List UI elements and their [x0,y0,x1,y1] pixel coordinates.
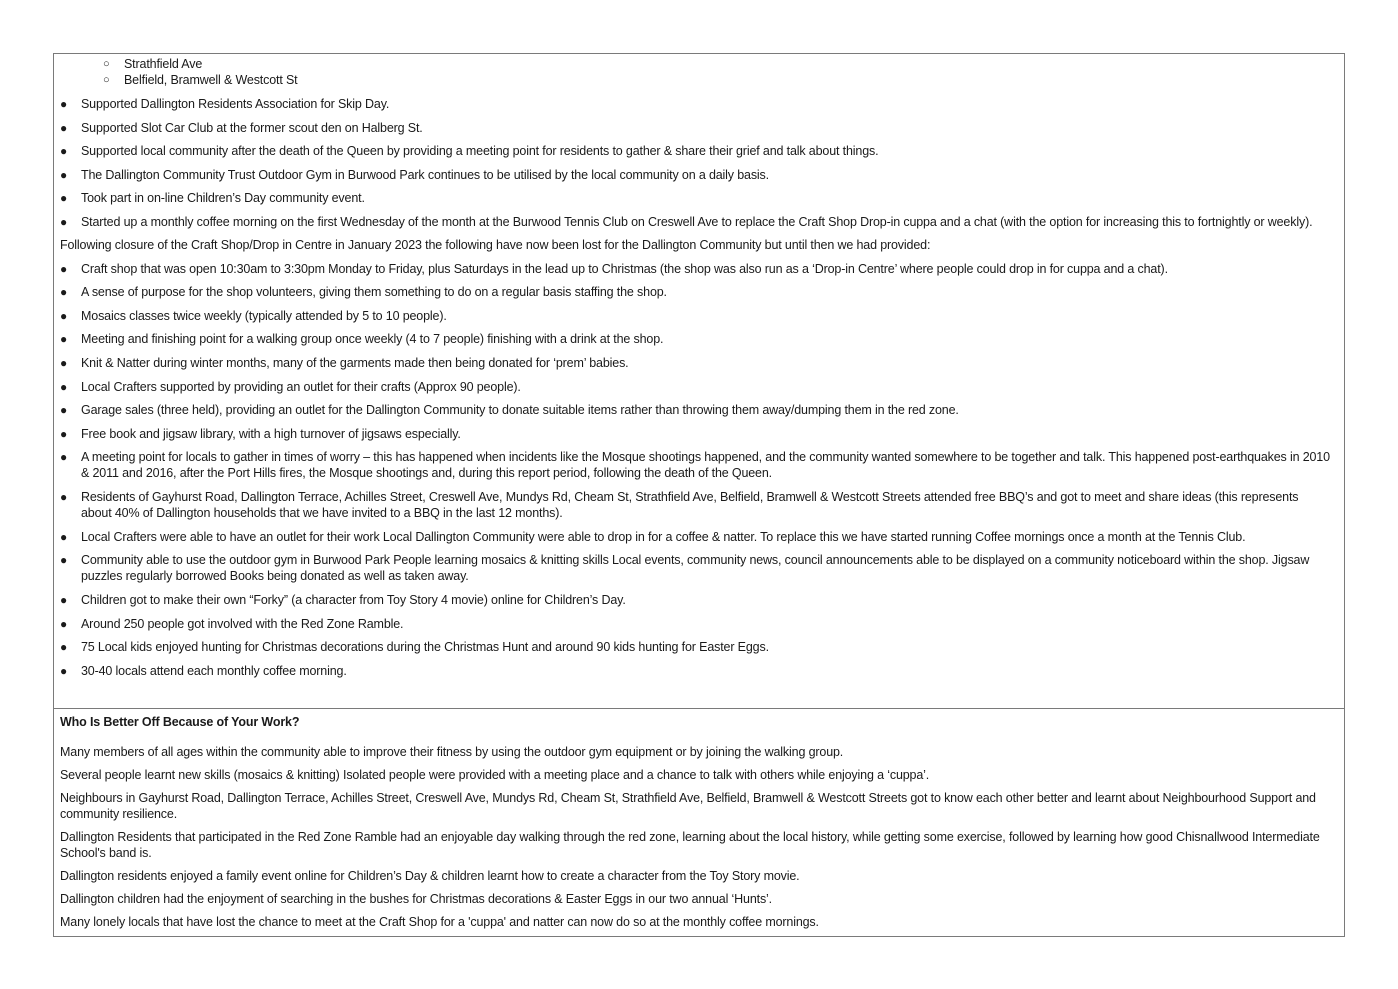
closure-note: Following closure of the Craft Shop/Drop in Centre in January 2023 the following have now been lost for the Dallington Community but until then we had provided: [60,238,931,252]
bullet-icon: ● [60,309,68,323]
bullet-icon: ● [60,262,68,276]
bullet-icon: ● [60,332,68,346]
bullet-icon: ● [60,490,68,504]
bullet-icon: ● [60,640,68,654]
bullet-icon: ● [60,97,68,111]
bullet-icon: ● [60,427,68,441]
bullet-icon: ● [60,450,68,464]
paragraph: Dallington residents enjoyed a family event online for Children’s Day & children learnt how to create a character from the Toy Story movie. [60,869,800,883]
paragraph: Many lonely locals that have lost the chance to meet at the Craft Shop for a 'cuppa' and natter can now do so at the monthly coffee mornings. [60,915,819,929]
bullet-icon: ● [60,121,68,135]
paragraph: Dallington children had the enjoyment of searching in the bushes for Christmas decorations & Easter Eggs in our two annual ‘Hunts’. [60,892,773,906]
bullet-icon: ● [60,144,68,158]
bullet-icon: ● [60,617,68,631]
bullet-icon: ● [60,380,68,394]
bullet-icon: ● [60,285,68,299]
paragraph: Many members of all ages within the community able to improve their fitness by using the outdoor gym equipment or by joining the walking group. [60,745,844,759]
paragraph: Neighbours in Gayhurst Road, Dallington Terrace, Achilles Street, Creswell Ave, Mundys Rd, Cheam St, Strathfield Ave, Belfield, Bramwell & Westcott Streets got to know each other better and learnt about Neighbourhood Support and community resilience. [60,791,1316,821]
bullet-icon: ● [60,168,68,182]
better-off-cell [54,709,1344,936]
hollow-circle-bullet-icon: ○ [103,74,110,86]
bullet-icon: ● [60,215,68,229]
activities-cell: ○ Strathfield Ave ○ Belfield, Bramwell & Westcott St ● Supported Dallington Residents Association for Skip Day. ● Supported Slot Car Club at the former scout den on Halberg St. ● Supported local community after the death of the Queen by providing a meeting point for residents to gather & share their grief and talk about things. ● The Dallington Community Trust Outdoor Gym in Burwood Park continues to be utilised by the local community on a daily basis. ● Took part in on-line Children’s Day community event. ● Started up a monthly coffee morning on the first Wednesday of the month at the Burwood Tennis Club on Creswell Ave to replace the Craft Shop Drop-in cuppa and a chat (with the option for increasing this to fortnightly or weekly). Following closure of the Craft Shop/Drop in Centre in January 2023 the following have now been lost for the Dallington Community but until then we had provided: ● Craft shop that was open 10:30am to 3:30pm Monday to Friday, plus Saturdays in the lead up to Christmas (the shop was also run as a ‘Drop-in Centre’ where people could drop in for cuppa and a chat). ● A sense of purpose for the shop volunteers, giving them something to do on a regular basis staffing the shop. ● Mosaics classes twice weekly (typically attended by 5 to 10 people). ● Meeting and finishing point for a walking group once weekly (4 to 7 people) finishing with a drink at the shop. ● Knit & Natter during winter months, many of the garments made then being donated for ‘prem’ babies. ● Local Crafters supported by providing an outlet for their crafts (Approx 90 people). ● Garage sales (three held), providing an outlet for the Dallington Community to donate suitable items rather than throwing them away/dumping them in the red zone. ● Free book and jigsaw library, with a high turnover of jigsaws especially. ● A meeting point for locals to gather in times of worry – this has happened when incidents like the Mosque shootings happened, and the community wanted somewhere to be together and talk. This happened post-earthquakes in 2010 & 2011 and 2016, after the Port Hills fires, the Mosque shootings and, during this report period, following the death of the Queen. ● Residents of Gayhurst Road, Dallington Terrace, Achilles Street, Creswell Ave, Mundys Rd, Cheam St, Strathfield Ave, Belfield, Bramwell & Westcott Streets attended free BBQ’s and got to meet and share ideas (this represents about 40% of Dallington households that we have invited to a BBQ in the last 12 months). ● Local Crafters were able to have an outlet for their work Local Dallington Community were able to drop in for a coffee & natter. To replace this we have started running Coffee mornings once a month at the Tennis Club. ● Community able to use the outdoor gym in Burwood Park People learning mosaics & knitting skills Local events, community news, council announcements able to be displayed on a community noticeboard within the shop. Jigsaw puzzles regularly borrowed Books being donated as well as taken away. ● Children got to make their own “Forky” (a character from Toy Story 4 movie) online for Children’s Day. ● Around 250 people got involved with the Red Zone Ramble. ● 75 Local kids enjoyed hunting for Christmas decorations during the Christmas Hunt and around 90 kids hunting for Easter Eggs. ● 30-40 locals attend each monthly coffee morning. [54,54,1344,709]
bullet-icon: ● [60,191,68,205]
bullet-icon: ● [60,553,68,567]
bullet-icon: ● [60,403,68,417]
bullet-icon: ● [60,664,68,678]
bullet-icon: ● [60,593,68,607]
bullet-icon: ● [60,530,68,544]
section-heading: Who Is Better Off Because of Your Work? [60,715,300,729]
hollow-circle-bullet-icon: ○ [103,58,110,70]
paragraph: Dallington Residents that participated in the Red Zone Ramble had an enjoyable day walking through the red zone, learning about the local history, while getting some exercise, followed by learning how good Chisnallwood Intermediate School's band is. [60,830,1320,860]
bullet-icon: ● [60,356,68,370]
paragraph: Several people learnt new skills (mosaics & knitting) Isolated people were provided with a meeting place and a chance to talk with others while enjoying a ‘cuppa’. [60,768,930,782]
report-table [53,53,1345,937]
